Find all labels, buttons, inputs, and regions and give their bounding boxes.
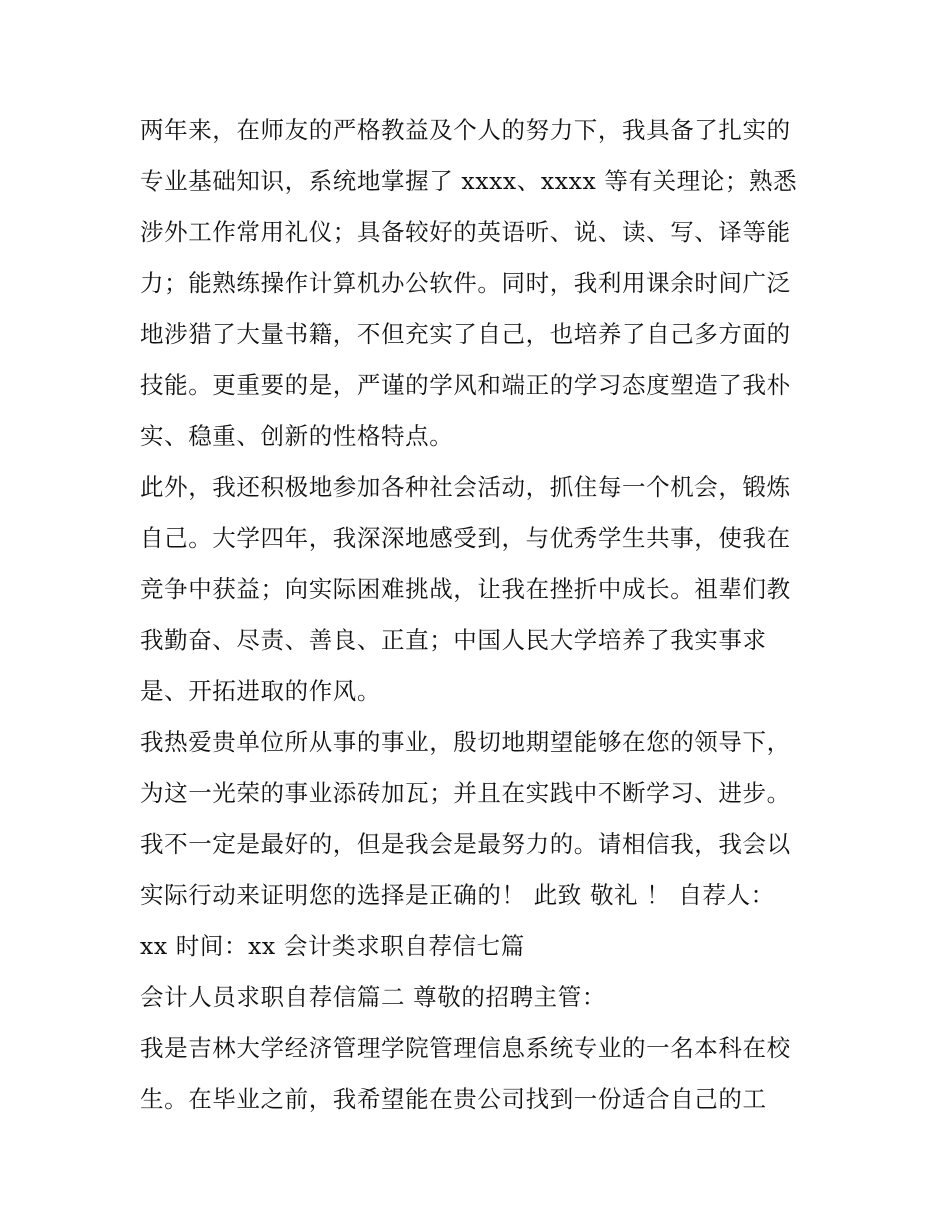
text-line-6: 技能。更重要的是，严谨的学风和端正的学习态度塑造了我朴 — [140, 371, 791, 399]
document-body — [140, 105, 820, 1125]
text-line-5: 地涉猎了大量书籍，不但充实了自己，也培养了自己多方面的 — [140, 320, 791, 348]
text-line-1: 两年来，在师友的严格教益及个人的努力下，我具备了扎实的 — [140, 116, 791, 144]
text-line-2: 专业基础知识，系统地掌握了 xxxx、xxxx 等有关理论；熟悉 — [140, 167, 798, 195]
text-line-15: 我不一定是最好的，但是我会是最努力的。请相信我，我会以 — [140, 830, 791, 858]
text-line-8: 此外，我还积极地参加各种社会活动，抓住每一个机会，锻炼 — [140, 473, 791, 501]
text-line-11: 我勤奋、尽责、善良、正直；中国人民大学培养了我实事求 — [140, 626, 767, 654]
text-line-9: 自己。大学四年，我深深地感受到，与优秀学生共事，使我在 — [140, 524, 791, 552]
text-line-12: 是、开拓进取的作风。 — [140, 677, 381, 705]
text-line-7: 实、稳重、创新的性格特点。 — [140, 422, 454, 450]
text-line-18: 会计人员求职自荐信篇二 尊敬的招聘主管： — [140, 983, 606, 1011]
text-line-19: 我是吉林大学经济管理学院管理信息系统专业的一名本科在校 — [140, 1034, 791, 1062]
text-line-10: 竞争中获益；向实际困难挑战，让我在挫折中成长。祖辈们教 — [140, 575, 791, 603]
text-line-16: 实际行动来证明您的选择是正确的！ 此致 敬礼 ！ 自荐人： — [140, 881, 775, 909]
text-line-3: 涉外工作常用礼仪；具备较好的英语听、说、读、写、译等能 — [140, 218, 791, 246]
text-line-14: 为这一光荣的事业添砖加瓦；并且在实践中不断学习、进步。 — [140, 779, 791, 807]
text-line-20: 生。在毕业之前，我希望能在贵公司找到一份适合自己的工 — [140, 1085, 767, 1113]
text-line-17: xx 时间：xx 会计类求职自荐信七篇 — [140, 932, 525, 960]
text-line-13: 我热爱贵单位所从事的事业，殷切地期望能够在您的领导下， — [140, 728, 791, 756]
text-line-4: 力；能熟练操作计算机办公软件。同时，我利用课余时间广泛 — [140, 269, 791, 297]
